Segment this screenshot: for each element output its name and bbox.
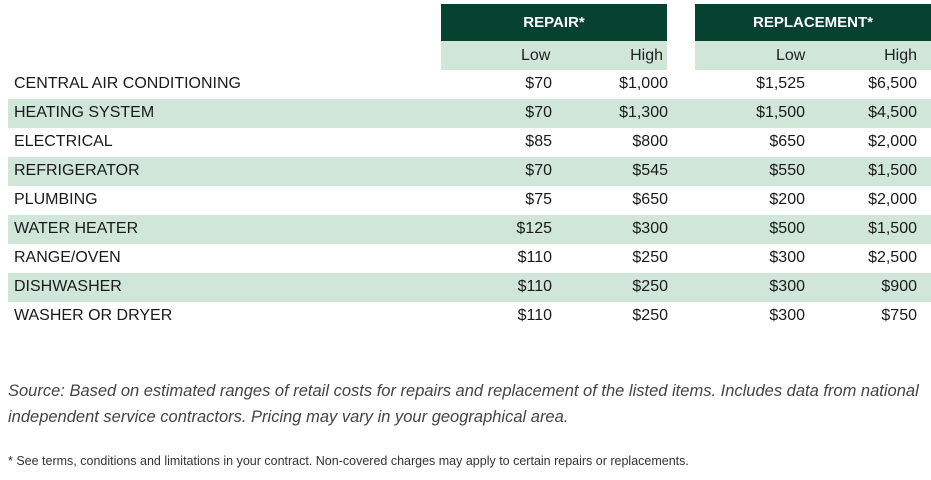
repair-low-value: $70 [525,104,552,121]
replacement-low-value: $300 [769,278,805,295]
repair-high-value: $300 [632,220,668,237]
repair-low-value: $125 [516,220,552,237]
repair-high-value: $800 [632,133,668,150]
replacement-low-value: $550 [769,162,805,179]
item-name: DISHWASHER [14,278,122,295]
repair-high-value: $250 [632,307,668,324]
replacement-high-value: $2,500 [868,249,917,266]
replacement-low-value: $1,500 [756,104,805,121]
item-name: RANGE/OVEN [14,249,121,266]
table-row [8,244,931,273]
repair-high-value: $1,300 [619,104,668,121]
table-row [8,273,931,302]
item-name: REFRIGERATOR [14,162,140,179]
table-row [8,70,931,99]
repair-low-value: $75 [525,191,552,208]
repair-low-value: $110 [517,307,552,324]
replacement-low-label: Low [776,47,806,64]
repair-high-value: $250 [632,249,668,266]
repair-high-value: $250 [632,278,668,295]
item-name: PLUMBING [14,191,98,208]
cost-table [8,70,931,331]
replacement-low-value: $650 [769,133,805,150]
repair-high-value: $650 [632,191,668,208]
replacement-high-value: $2,000 [868,133,917,150]
repair-subheader [441,41,667,70]
repair-column-header [441,4,667,41]
replacement-low-value: $300 [769,249,805,266]
repair-high-value: $545 [632,162,668,179]
table-row [8,128,931,157]
repair-low-label: Low [521,47,551,64]
item-name: ELECTRICAL [14,133,113,150]
item-name: HEATING SYSTEM [14,104,155,121]
replacement-subheader [695,41,931,70]
repair-low-value: $85 [525,133,552,150]
replacement-header-label: REPLACEMENT* [752,14,873,31]
replacement-high-value: $2,000 [868,191,917,208]
repair-high-value: $1,000 [619,75,668,92]
replacement-high-value: $900 [881,278,917,295]
replacement-high-value: $750 [881,307,917,324]
replacement-column-header [695,4,931,41]
repair-header-label: REPAIR* [523,14,585,31]
item-name: WATER HEATER [14,220,139,237]
replacement-low-value: $200 [769,191,805,208]
source-note: Source: Based on estimated ranges of retail costs for repairs and replacement of the listed items. Includes data from national independent service contractors. Pricing may vary in your geographical area. [8,382,919,426]
repair-low-value: $70 [525,162,552,179]
repair-low-value: $70 [525,75,552,92]
replacement-high-value: $1,500 [868,220,917,237]
item-name: WASHER OR DRYER [14,307,173,324]
replacement-low-value: $1,525 [756,75,805,92]
replacement-high-value: $6,500 [868,75,917,92]
repair-high-label: High [630,47,663,64]
footnote: * See terms, conditions and limitations in your contract. Non-covered charges may apply to certain repairs or replacements. [8,454,689,468]
item-name: CENTRAL AIR CONDITIONING [14,75,241,92]
table-row [8,302,931,331]
replacement-high-value: $1,500 [868,162,917,179]
replacement-low-value: $300 [769,307,805,324]
replacement-high-value: $4,500 [868,104,917,121]
replacement-low-value: $500 [769,220,805,237]
repair-low-value: $110 [517,278,552,295]
table-row [8,157,931,186]
table-row [8,215,931,244]
table-row [8,99,931,128]
replacement-high-label: High [884,47,917,64]
repair-low-value: $110 [517,249,552,266]
table-row [8,186,931,215]
